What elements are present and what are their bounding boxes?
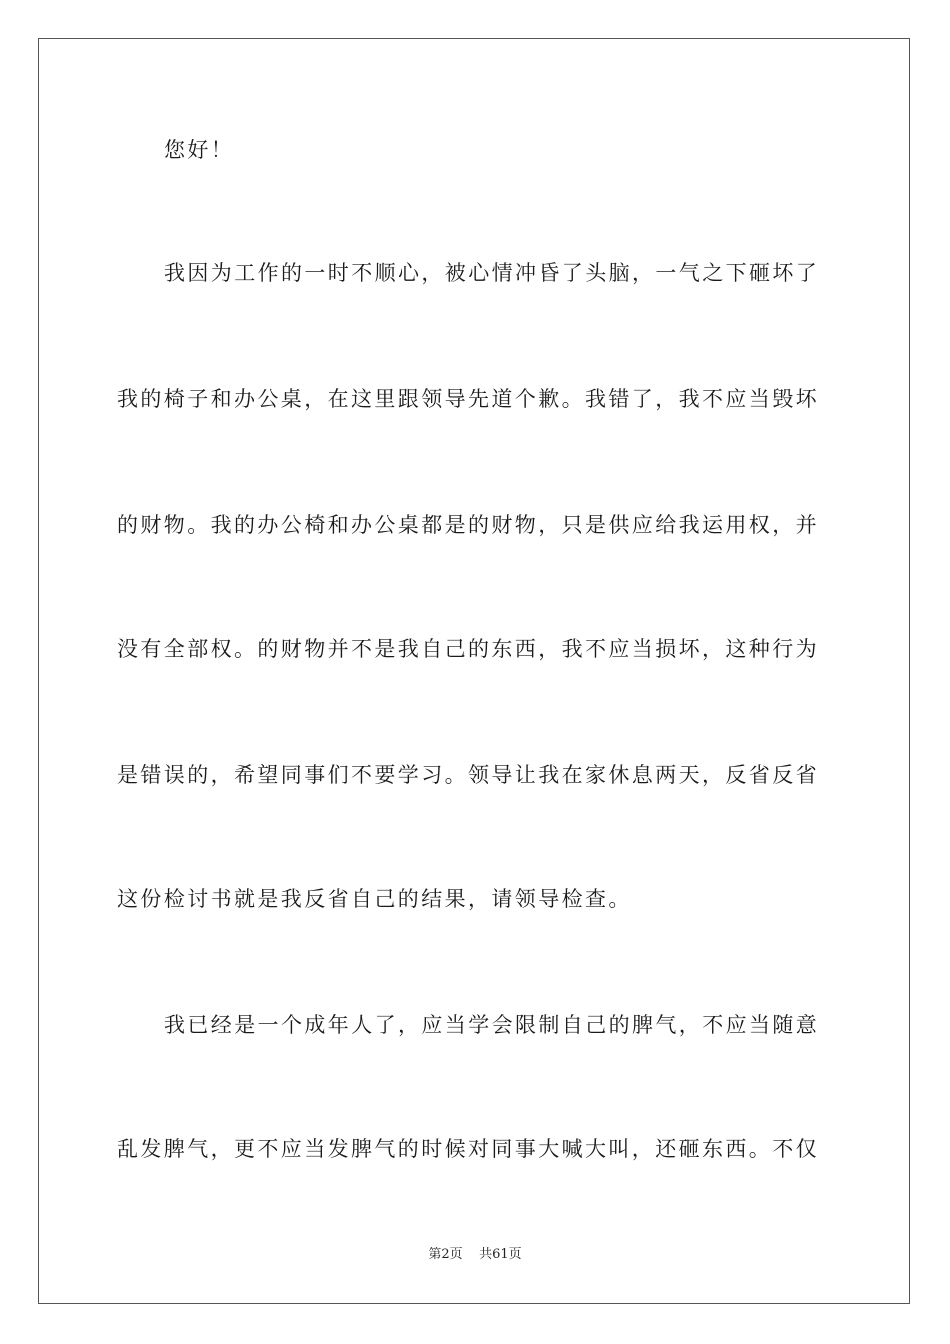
body-line: 我已经是一个成年人了，应当学会限制自己的脾气，不应当随意 [164,1013,820,1037]
page-footer [0,1246,950,1264]
body-line: 我的椅子和办公桌，在这里跟领导先道个歉。我错了，我不应当毁坏 [117,387,819,411]
body-line: 没有全部权。的财物并不是我自己的东西，我不应当损坏，这种行为 [117,637,819,661]
greeting-line: 您好！ [164,138,235,162]
page-border [38,38,910,1304]
body-line: 这份检讨书就是我反省自己的结果，请领导检查。 [117,887,632,911]
page-number: 第2页 [428,1247,463,1262]
body-line: 我因为工作的一时不顺心，被心情冲昏了头脑，一气之下砸坏了 [164,261,820,285]
body-line: 乱发脾气，更不应当发脾气的时候对同事大喊大叫，还砸东西。不仅 [117,1137,819,1161]
body-line: 是错误的，希望同事们不要学习。领导让我在家休息两天，反省反省 [117,763,819,787]
body-line: 的财物。我的办公椅和办公桌都是的财物，只是供应给我运用权，并 [117,513,819,537]
page-total: 共61页 [479,1247,522,1262]
